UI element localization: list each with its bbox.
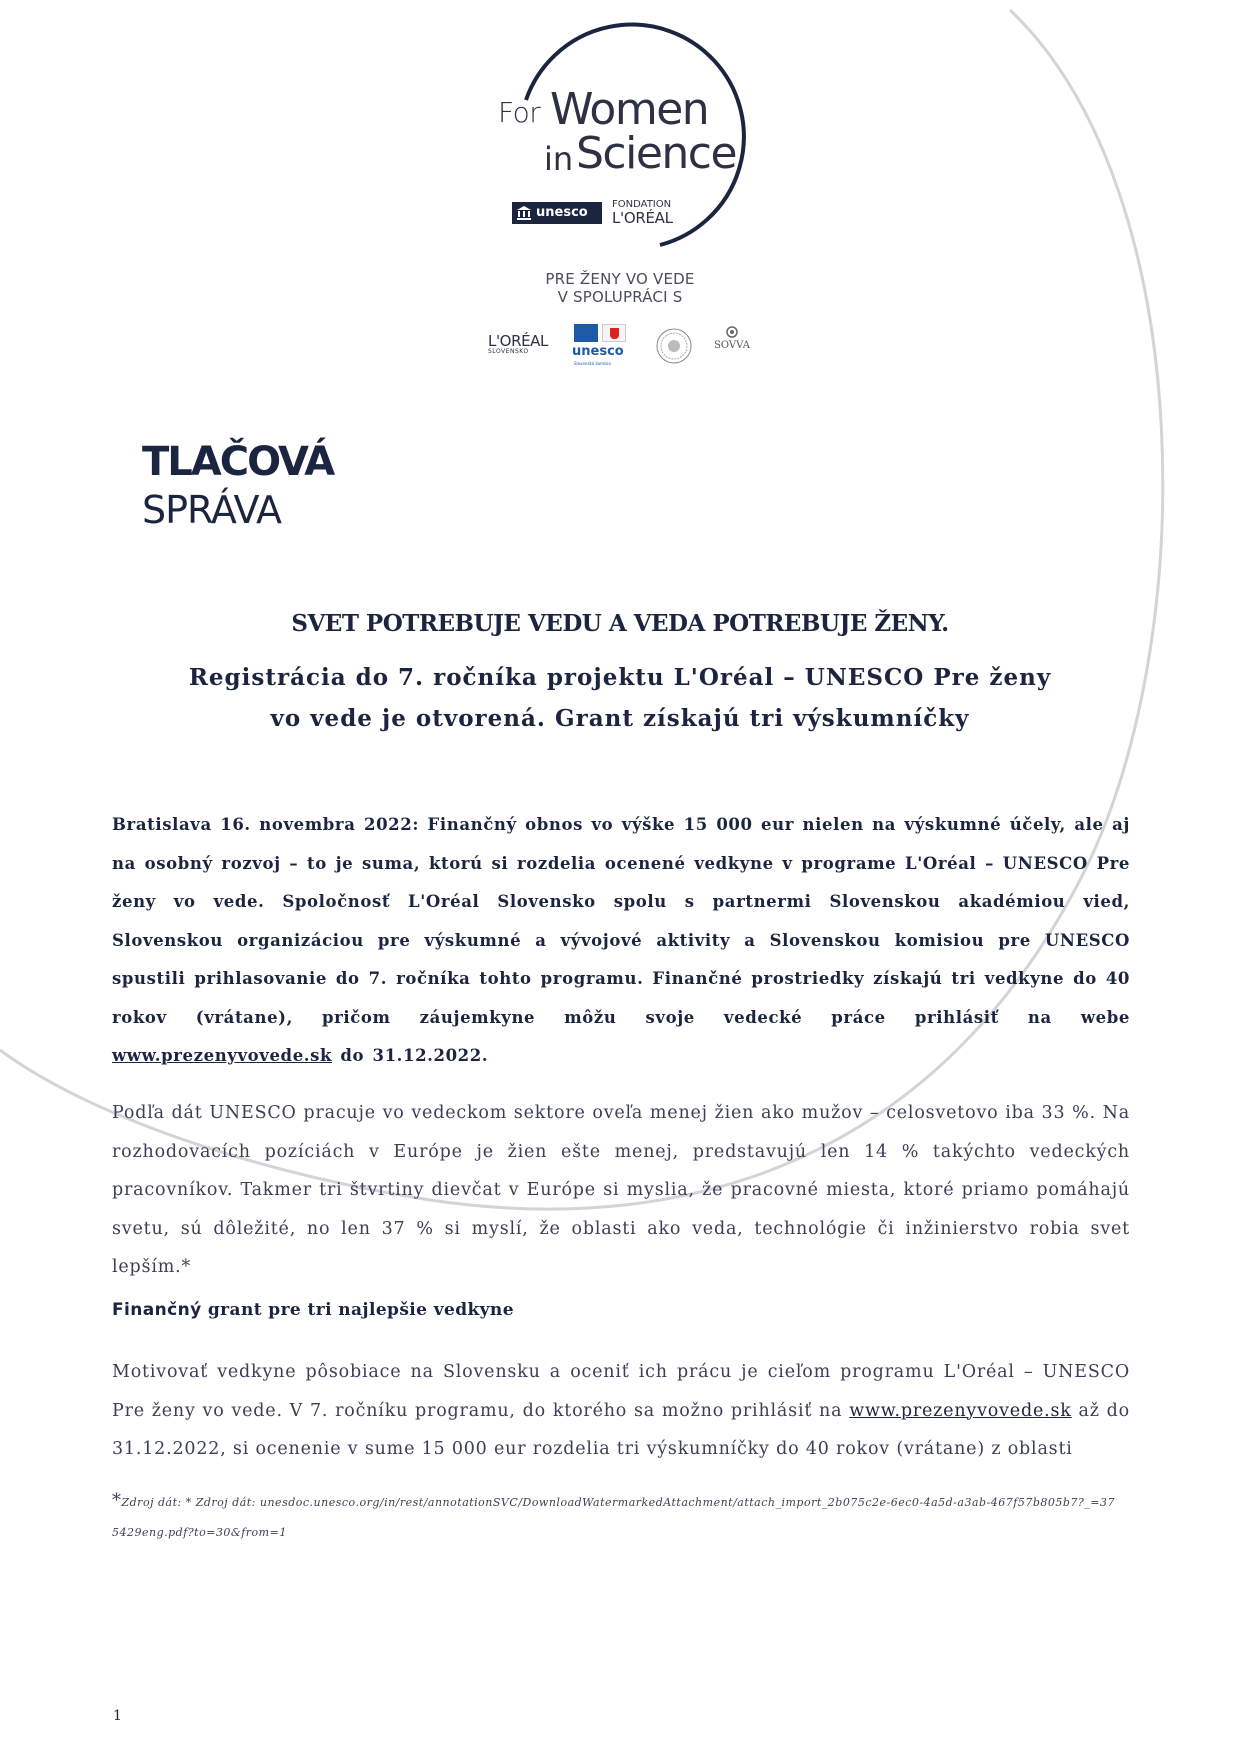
- partner-unesco-logo: [572, 324, 632, 368]
- section-heading: [112, 1300, 514, 1320]
- paragraph-intro-text: Bratislava 16. novembra 2022: Finančný obnos vo výške 15 000 eur nielen na výskumné účely, ale aj na osobný rozvoj – to je suma, ktorú si rozdelia ocenené vedkyne v programe L'Oréal – UNESCO Pre ženy vo vede. Spoločnosť L'Oréal Slovensko spolu s partnermi Slovenskou akadémiou vied, Slovenskou organizáciou pre výskumné a vývojové aktivity a Slovenskou komisiou pre UNESCO spustili prihlasovanie do 7. ročníka tohto programu. Finančné prostriedky získajú tri vedkyne do 40 rokov (vrátane), pričom záujemkyne môžu svoje vedecké práce prihlásiť na webe: [112, 815, 1130, 1027]
- paragraph-grant-text: Motivovať vedkyne pôsobiace na Slovensku a oceniť ich prácu je cieľom programu L'Oréal – UNESCO Pre ženy vo vede. V 7. ročníku programu, do ktorého sa možno prihlásiť na: [112, 1362, 1130, 1421]
- paragraph-intro: [112, 806, 1130, 1076]
- partner-sovva-name: SOVVA: [714, 340, 750, 351]
- partner-loreal-name: L'ORÉAL: [488, 332, 549, 350]
- partner-logos: [488, 320, 758, 372]
- press-release-subtitle: SPRÁVA: [142, 488, 282, 532]
- footnote: [112, 1486, 1122, 1548]
- partner-loreal-sub: SLOVENSKO: [488, 348, 529, 355]
- headline-main: SVET POTREBUJE VEDU A VEDA POTREBUJE ŽENY.: [291, 610, 949, 637]
- partner-sovva-logo: [710, 326, 754, 366]
- logo-women: Women: [550, 84, 709, 135]
- section-heading-rest: grant pre tri najlepšie vedkyne: [201, 1300, 514, 1320]
- footnote-text: Zdroj dát: * Zdroj dát: unesdoc.unesco.org/in/rest/annotationSVC/DownloadWatermarkedAttachment/attach_import_2b075c2e-6ec0-4a5d-a3ab-467f57b805b7?_=375429eng.pdf?to=30&from=1: [112, 1496, 1116, 1539]
- fondation-brand: L'ORÉAL: [612, 209, 673, 227]
- fondation-loreal: [612, 200, 673, 226]
- partner-unesco-sub: Slovenská komisia: [574, 361, 611, 366]
- paragraph-grant: [112, 1353, 1130, 1469]
- paragraph-statistics: Podľa dát UNESCO pracuje vo vedeckom sektore oveľa menej žien ako mužov – celosvetovo iba 33 %. Na rozhodovacích pozíciách v Európe je žien ešte menej, predstavujú len 14 % takýchto vedeckých pracovníkov. Takmer tri štvrtiny dievčat v Európe si myslia, že pracovné miesta, ktoré priamo pomáhajú svetu, sú dôležité, no len 37 % si myslí, že oblasti ako veda, technológie či inžinierstvo robia svet lepším.*: [112, 1103, 1130, 1277]
- fondation-label: FONDATION: [612, 199, 672, 210]
- logo-for: For: [498, 96, 541, 129]
- section-heading-word: Finančný: [112, 1300, 202, 1320]
- logo-in: in: [544, 140, 574, 178]
- paragraph-grant-tail: až do 31.12.2022, si ocenenie v sume 15 000 eur rozdelia tri výskumníčky do 40 rokov (vrátane) z oblasti: [112, 1400, 1130, 1459]
- unesco-temple-icon: [516, 206, 532, 220]
- sovva-icon: [726, 326, 738, 338]
- website-link[interactable]: www.prezenyvovede.sk: [112, 1046, 333, 1065]
- page-number: 1: [113, 1708, 122, 1724]
- headline-line-3: vo vede je otvorená. Grant získajú tri výskumníčky: [270, 705, 970, 732]
- partner-unesco-name: unesco: [572, 344, 624, 359]
- slovak-coat-of-arms-icon: [602, 324, 626, 342]
- unesco-badge: [512, 202, 602, 224]
- subtitle-line-1: PRE ŽENY VO VEDE: [545, 270, 695, 288]
- website-link-2[interactable]: www.prezenyvovede.sk: [849, 1400, 1072, 1421]
- logo-science: Science: [576, 128, 737, 179]
- paragraph-intro-tail: do 31.12.2022.: [332, 1046, 489, 1065]
- headline-line-2: Registrácia do 7. ročníka projektu L'Oréal – UNESCO Pre ženy: [188, 664, 1052, 691]
- subtitle-line-2: V SPOLUPRÁCI S: [557, 288, 683, 306]
- for-women-in-science-logo: [470, 20, 770, 260]
- footnote-star: *: [112, 1490, 122, 1511]
- unesco-emblem-icon: [574, 324, 598, 342]
- sav-seal-icon: [656, 328, 692, 364]
- partner-loreal-logo: [488, 334, 548, 356]
- press-release-title: TLAČOVÁ: [142, 439, 334, 485]
- unesco-badge-label: unesco: [536, 205, 588, 220]
